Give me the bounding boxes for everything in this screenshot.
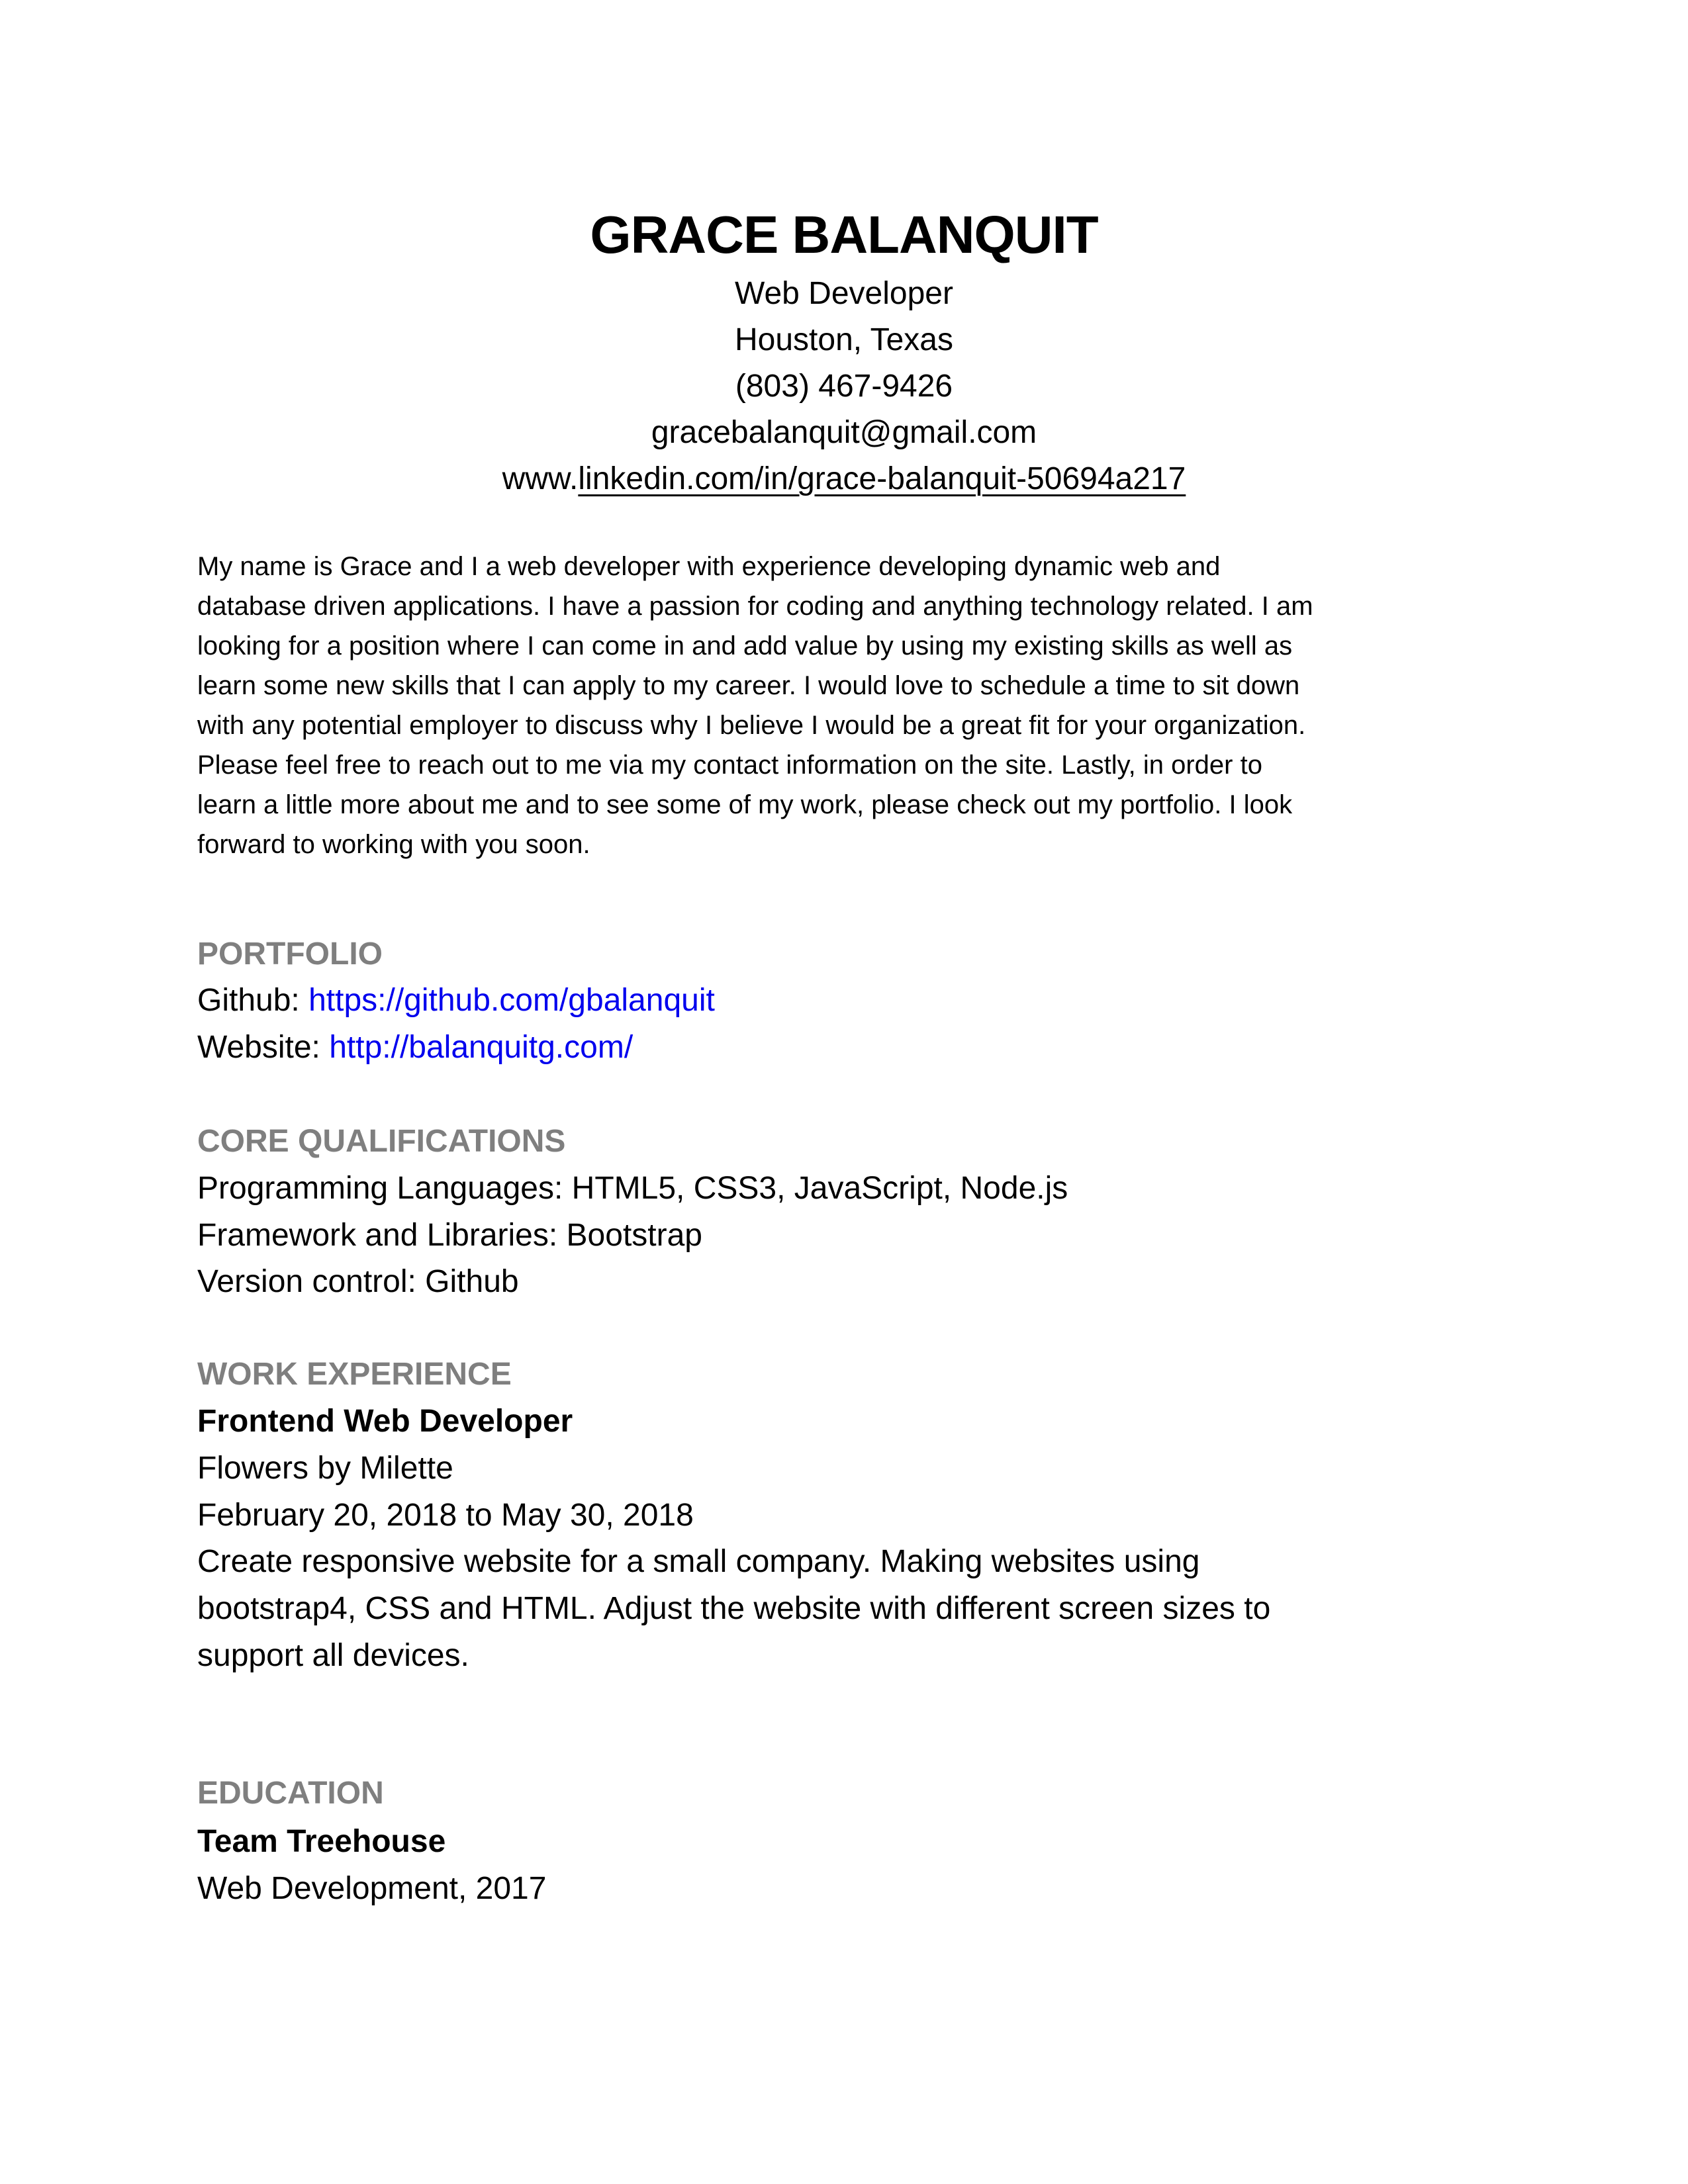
- website-link[interactable]: http://balanquitg.com/: [329, 1030, 633, 1065]
- education-school: Team Treehouse: [197, 1824, 446, 1859]
- website-label: Website:: [197, 1030, 330, 1065]
- candidate-name: GRACE BALANQUIT: [590, 205, 1098, 264]
- linkedin-link[interactable]: linkedin.com/in/grace-balanquit-50694a217: [578, 461, 1186, 496]
- summary-line: My name is Grace and I a web developer with experience developing dynamic web and: [197, 552, 1221, 581]
- summary-line: looking for a position where I can come in and add value by using my existing skills as well as: [197, 631, 1293, 660]
- github-row: [197, 978, 715, 1024]
- summary-line: forward to working with you soon.: [197, 830, 590, 859]
- summary-line: database driven applications. I have a passion for coding and anything technology related. I am: [197, 592, 1313, 621]
- experience-company: Flowers by Milette: [197, 1451, 453, 1486]
- experience-description-line: bootstrap4, CSS and HTML. Adjust the website with different screen sizes to: [197, 1591, 1271, 1626]
- summary-line: learn a little more about me and to see some of my work, please check out my portfolio. I look: [197, 790, 1293, 819]
- linkedin-prefix: www.: [502, 461, 579, 496]
- summary-line: Please feel free to reach out to me via my contact information on the site. Lastly, in order to: [197, 751, 1262, 780]
- location: Houston, Texas: [735, 322, 953, 357]
- email-address[interactable]: gracebalanquit@gmail.com: [651, 415, 1037, 450]
- experience-job-title: Frontend Web Developer: [197, 1404, 573, 1439]
- section-heading-education: EDUCATION: [197, 1776, 384, 1811]
- qualification-item: Version control: Github: [197, 1264, 519, 1299]
- website-row: [197, 1024, 633, 1071]
- section-heading-qualifications: CORE QUALIFICATIONS: [197, 1124, 566, 1159]
- github-link[interactable]: https://github.com/gbalanquit: [308, 983, 715, 1018]
- summary-line: with any potential employer to discuss why I believe I would be a great fit for your organization.: [197, 711, 1306, 740]
- phone-number: (803) 467-9426: [735, 369, 953, 404]
- education-program: Web Development, 2017: [197, 1871, 547, 1906]
- summary-line: learn some new skills that I can apply to my career. I would love to schedule a time to sit down: [197, 671, 1300, 700]
- section-heading-experience: WORK EXPERIENCE: [197, 1357, 512, 1392]
- experience-dates: February 20, 2018 to May 30, 2018: [197, 1498, 694, 1533]
- job-title: Web Developer: [735, 276, 953, 311]
- experience-description-line: support all devices.: [197, 1638, 469, 1673]
- github-label: Github:: [197, 983, 309, 1018]
- section-heading-portfolio: PORTFOLIO: [197, 936, 383, 972]
- qualification-item: Programming Languages: HTML5, CSS3, JavaScript, Node.js: [197, 1171, 1068, 1206]
- experience-description-line: Create responsive website for a small company. Making websites using: [197, 1544, 1200, 1579]
- linkedin-line: [0, 456, 1688, 502]
- qualification-item: Framework and Libraries: Bootstrap: [197, 1218, 702, 1253]
